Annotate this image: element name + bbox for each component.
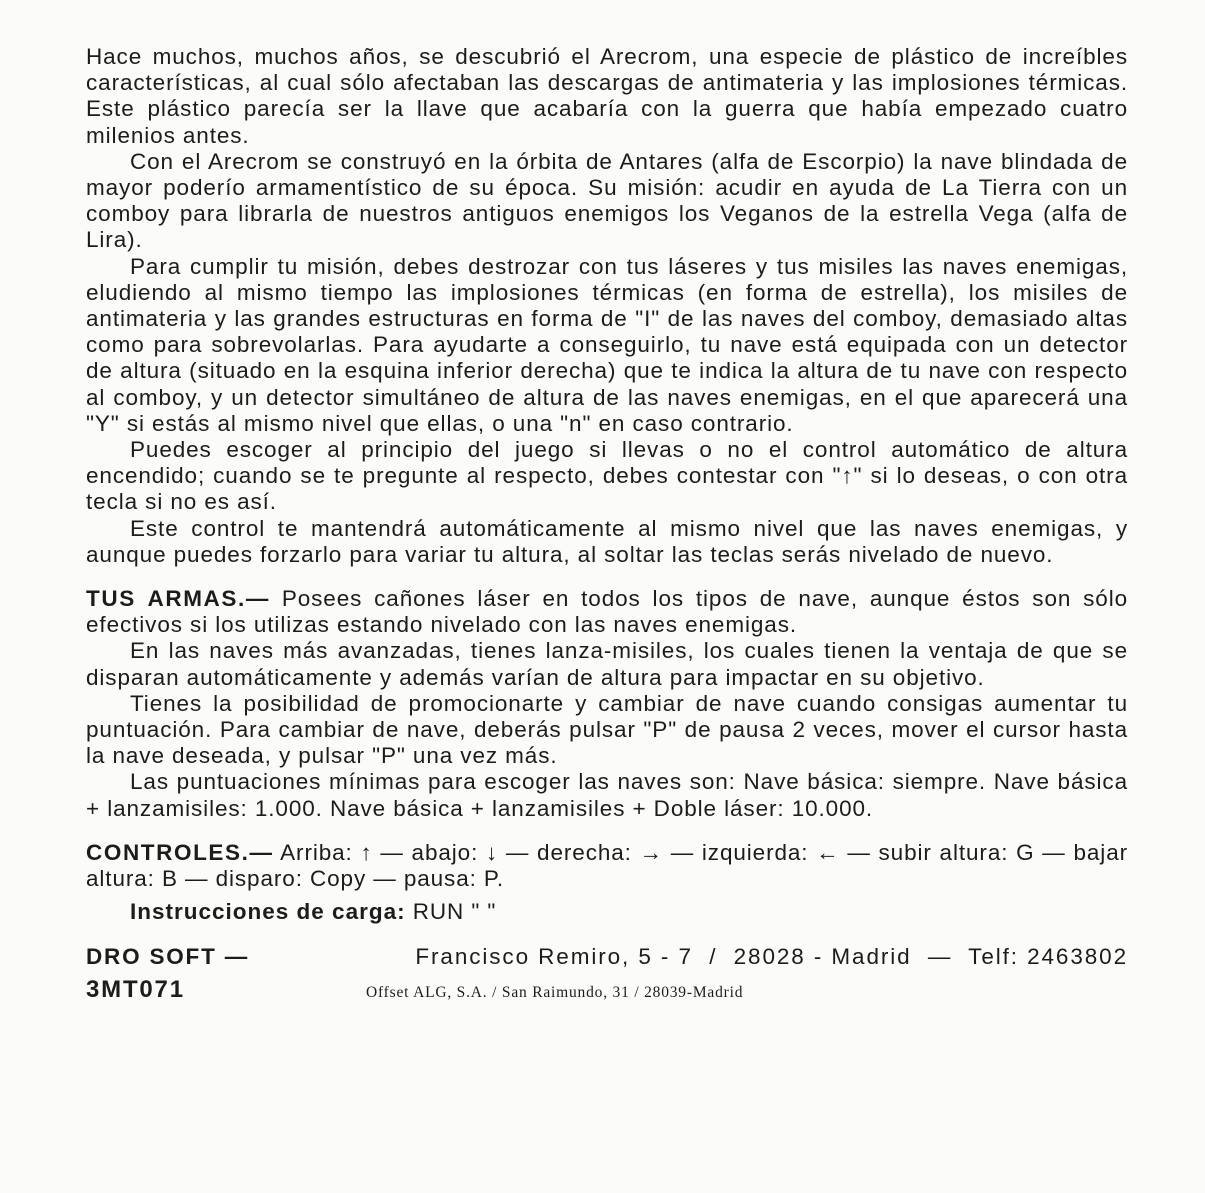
controls-section — [86, 840, 1128, 892]
product-code: 3MT071 — [86, 976, 185, 1004]
printer-credit: Offset ALG, S.A. / San Raimundo, 31 / 28039-Madrid — [366, 984, 744, 1002]
load-command: RUN " " — [412, 899, 497, 925]
print-info — [86, 976, 1128, 1004]
weapons-paragraph-2: En las naves más avanzadas, tienes lanza-misiles, los cuales tienen la ventaja de que se disparan automáticamente y además varían de altura para impactar en su objetivo. — [86, 638, 1128, 690]
instruction-page — [86, 44, 1128, 1004]
weapons-section — [86, 586, 1128, 638]
scores-paragraph: Las puntuaciones mínimas para escoger las naves son: Nave básica: siempre. Nave básica + lanzamisiles: 1.000. Nave básica + lanzamisiles + Doble láser: 10.000. — [86, 769, 1128, 821]
controls-heading: CONTROLES.— — [86, 839, 274, 865]
weapons-paragraph-1: Posees cañones láser en todos los tipos de nave, aunque éstos son sólo efectivos si los utilizas estando nivelado con las naves enemigas. — [86, 586, 1128, 638]
auto-control-detail-paragraph: Este control te mantendrá automáticamente al mismo nivel que las naves enemigas, y aunque puedes forzarlo para variar tu altura, al soltar las teclas serás nivelado de nuevo. — [86, 515, 1128, 567]
auto-control-paragraph: Puedes escoger al principio del juego si llevas o no el control automático de altura encendido; cuando se te pregunte al respecto, debes contestar con "↑" si lo deseas, o con otra tecla si no es así. — [86, 437, 1128, 515]
mission-paragraph: Para cumplir tu misión, debes destrozar con tus láseres y tus misiles las naves enemigas, eludiendo al mismo tiempo las implosiones térmicas (en forma de estrella), los misiles de antimateria y las grandes estructuras en forma de "I" de las naves del comboy, demasiado altas como para sobrevolarlas. Para ayudarte a conseguirlo, tu nave está equipada con un detector de altura (situado en la esquina inferior derecha) que te indica la altura de tu nave con respecto al comboy, y un detector simultáneo de altura de las naves enemigas, en el que aparecerá una "Y" si estás al mismo nivel que ellas, o una "n" en caso contrario. — [86, 253, 1128, 436]
intro-paragraph-2: Con el Arecrom se construyó en la órbita de Antares (alfa de Escorpio) la nave blindada de mayor poderío armamentístico de su época. Su misión: acudir en ayuda de La Tierra con un comboy para librarla de nuestros antiguos enemigos los Veganos de la estrella Vega (alfa de Lira). — [86, 148, 1128, 253]
controls-text: Arriba: ↑ — abajo: ↓ — derecha: → — izquierda: ← — subir altura: G — bajar altura: B — disparo: Copy — pausa: P. — [86, 839, 1128, 892]
intro-paragraph-1: Hace muchos, muchos años, se descubrió el Arecrom, una especie de plástico de increíbles características, al cual sólo afectaban las descargas de antimateria y las implosiones térmicas. Este plástico parecía ser la llave que acabaría con la guerra que había empezado cuatro milenios antes. — [86, 44, 1128, 148]
weapons-heading: TUS ARMAS.— — [86, 586, 270, 612]
publisher-name: DRO SOFT — — [86, 944, 249, 970]
promotion-paragraph: Tienes la posibilidad de promocionarte y cambiar de nave cuando consigas aumentar tu puntuación. Para cambiar de nave, deberás pulsar "P" de pausa 2 veces, mover el cursor hasta la nave deseada, y pulsar "P" una vez más. — [86, 690, 1128, 769]
publisher-footer — [86, 944, 1128, 970]
load-label: Instrucciones de carga: — [130, 899, 406, 925]
publisher-address: Francisco Remiro, 5 - 7 / 28028 - Madrid — Telf: 2463802 — [415, 944, 1128, 970]
load-instructions — [130, 898, 1128, 926]
